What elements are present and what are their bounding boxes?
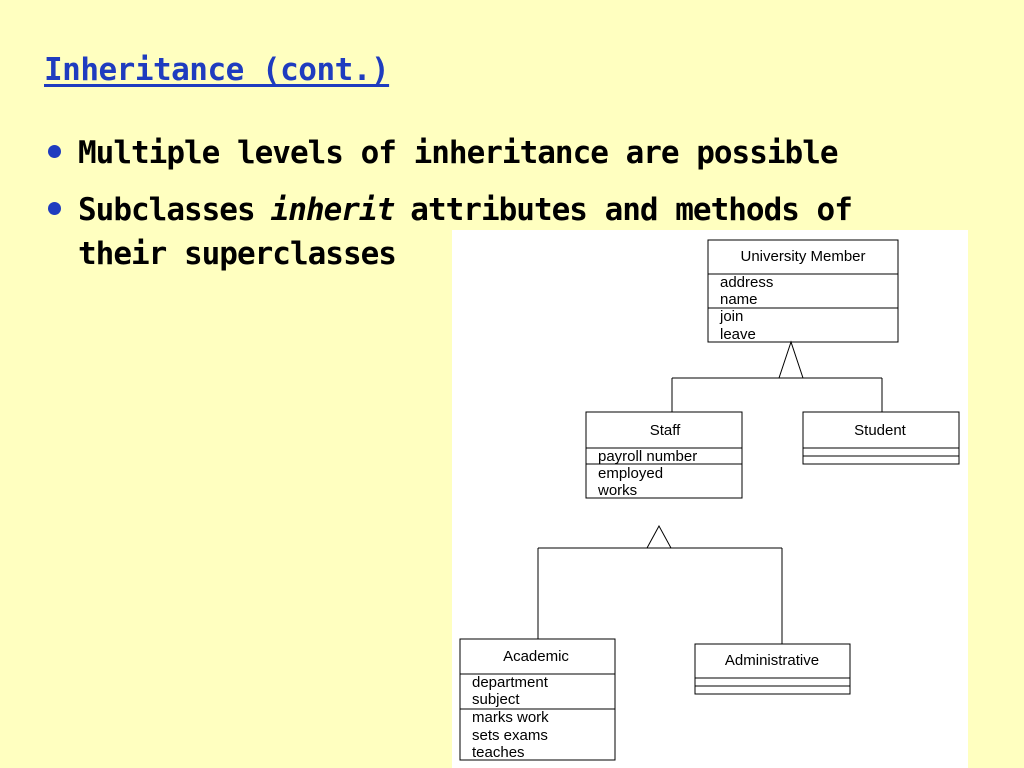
operation-marks-work: marks work [472, 709, 549, 726]
bullet-text-line-2: their superclasses [78, 236, 396, 272]
class-name-academic: Academic [503, 648, 569, 665]
inheritance-arrow-icon [647, 526, 671, 548]
operation-teaches: teaches [472, 744, 525, 761]
operation-leave: leave [720, 326, 756, 343]
attribute-subject: subject [472, 691, 520, 708]
bullet-text-post: attributes and methods of [410, 192, 852, 228]
attribute-address: address [720, 274, 774, 291]
class-name-administrative: Administrative [724, 652, 820, 669]
slide-title: Inheritance (cont.) [44, 52, 390, 88]
operation-join: join [720, 308, 744, 325]
inheritance-arrow-icon [779, 342, 803, 378]
attribute-department: department [472, 674, 548, 691]
operation-sets-exams: sets exams [472, 727, 548, 744]
bullet-dot-icon [48, 145, 61, 158]
class-name-student: Student [854, 422, 906, 439]
class-name-staff: Staff [649, 422, 681, 439]
attribute-payroll-number: payroll number [598, 448, 698, 465]
bullet-dot-icon [48, 202, 61, 215]
bullet-text-emphasis: inherit [270, 192, 395, 228]
attribute-name: name [720, 291, 758, 308]
bullet-text-line-1 [78, 192, 852, 228]
uml-class-diagram [452, 230, 968, 768]
bullet-text-pre: Subclasses [78, 192, 255, 228]
class-name-university-member: University Member [740, 248, 866, 265]
attribute-employed: employed [598, 465, 664, 482]
bullet-text: Multiple levels of inheritance are possible [78, 135, 838, 171]
attribute-works: works [598, 482, 638, 499]
uml-diagram-canvas [452, 230, 968, 768]
